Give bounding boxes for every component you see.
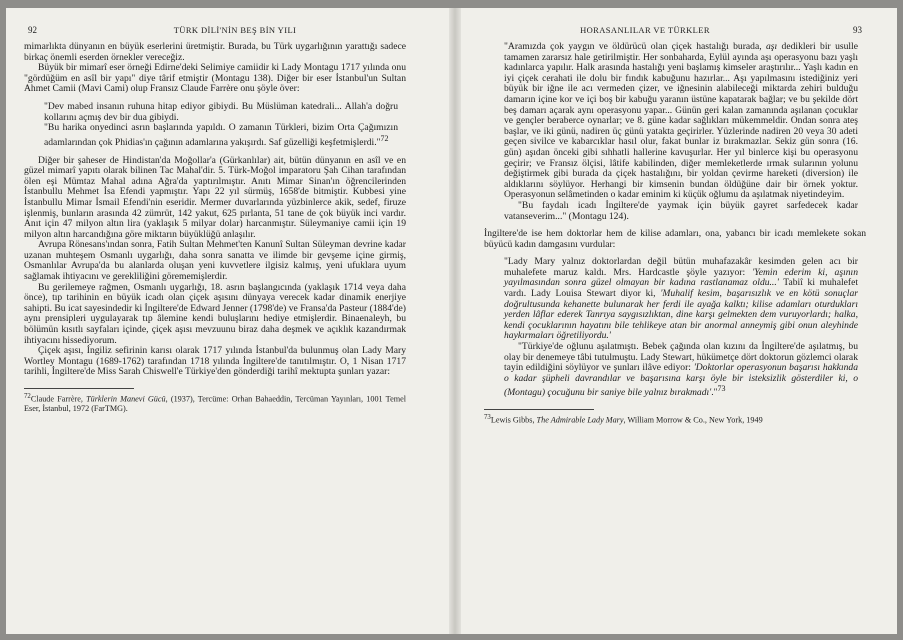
left-paragraph-2: Büyük bir mimarî eser örneği Edirne'deki Selimiye camiidir ki Lady Montagu 1717 yılında onu "gördüğüm en asîl bir yapı" diye târif etmiştir (Montagu 138). Diğer bir eser İstanbul'un Sultan Ahmet Camii (Mavi Cami) olup Fransız Claude Farrère onu şöyle över: [24, 62, 406, 95]
observation-end: ." [711, 387, 718, 399]
stewart-quote: 'Muhalif kesim, başarısızlık ve en kötü sonuçlar doğrultusunda kehanette bulunarak her ferdi ile ayağa kalktı; kilise adamları oturdukları yerden lâflar ederek Tanrıya saygısızlıktan, dine karşı gelmekten dem vuruyorlardı; halka, kendi çocuklarının hayatını bile tehlikeye atan bir anormal anneymiş gibi onun aleyhinde haykırmaları öğretiliyordu.' [504, 288, 858, 342]
left-page [24, 24, 406, 414]
letter-text-b: dedikleri bir usulle tamamen zararsız hale getirilmiştir. Her sonbaharda, Eylül ayında aşı operasyonu bazı yaşlı kadınlarca yapılır. Halk arasında hastalığı yeni başlamış kimseler araştırılır... Yaşlı kadın en iyi çiçek cerahati ile dolu bir fındık kabuğunu hazırlar... Aşı yapılmasını istediğiniz yeri büyük bir iğne ile acı vermeden çizer, ve iğnesinin alabileceği miktarda zehiri bulduğu damarın içine kor ve içi boş bir kabuğu yaranın üstüne kapatarak bağlar; ve bu şekilde dört beş damarı açarak aynı operasyonu yapar... Günün geri kalan zamanında aşılanan çocuklar ve gençler beraberce oynarlar; ve 8. güne kadar sağlıkları mükemmeldir. Ondan sonra ateş başlar, ve iki günü, nadiren üç günü yatakta geçirirler. Yüzlerinde nadiren 20 veya 30 adeti geçen sivilce ve kabarcıklar hasıl olur, fakat bunlar iz bırakmazlar. Sekiz gün sonra (16. gün) aşıdan önceki gibi sıhhatli hallerine kavuşurlar. Her yıl binlerce kişi bu operasyonu geçirir; ve Fransız ölçisi, lâtife kabilinden, diğer memleketlerde ırmak sularının yolunu değiştirmek gibi burada da çiçek hastalığını, bir yoldan çevirme hareketi (diversion) ile aldıklarını söylüyor. Herhangi bir kimsenin bundan öldüğüne dair bir örnek yoktur. Operasyonun selâmetinden o kadar eminim ki küçük oğlumu da aşılatmak niyetindeyim. [504, 41, 858, 201]
right-page-number: 93 [853, 25, 862, 35]
footnote-72-text-a: Claude Farrère, [30, 394, 87, 404]
hardcastle-quote: 'Yemin ederim ki, aşının yayılmasından sonra güzel olmayan bir kadına rastlanamaz oldu...' [504, 266, 858, 289]
footnote-73-title: The Admirable Lady Mary [536, 415, 624, 425]
right-page [484, 24, 866, 426]
footnote-ref-73: 73 [717, 384, 726, 394]
footnote-73-text-b: , William Morrow & Co., New York, 1949 [623, 415, 763, 425]
right-page-header [484, 24, 866, 36]
quote-part-2 [44, 123, 398, 148]
footnote-73-number: 73 [484, 414, 491, 422]
footnote-72 [24, 392, 406, 414]
book-gutter [449, 8, 461, 634]
footnote-72-text-b: , (1937), Tercüme: Orhan Bahaeddin, Tercüman Yayınları, 1001 Temel Eser, İstanbul, 1972 (FarTMG). [24, 394, 407, 414]
letter-text-a: "Aramızda çok yaygın ve öldürücü olan çiçek hastalığı burada, [504, 41, 766, 52]
footnote-rule [24, 388, 134, 389]
footnote-73-text-a: Lewis Gibbs, [490, 415, 537, 425]
letter-italic-asi: aşı [765, 41, 778, 52]
book-spread [6, 8, 897, 634]
left-page-number: 92 [28, 25, 37, 35]
farrere-quote [24, 102, 406, 149]
footnote-73 [484, 413, 866, 425]
right-running-head: HORASANLILAR VE TÜRKLER [580, 25, 710, 35]
left-paragraph-1: mimarlıkta dünyanın en büyük eserlerini üretmiştir. Burada, bu Türk uygarlığının yarattığı sadece birkaç önemli eserden örnekler vereceğiz. [24, 41, 406, 63]
observation-text [504, 342, 858, 399]
quote-part-1: "Dev mabed insanın ruhuna hitap ediyor gibiydi. Bu Müslüman katedrali... Allah'a doğru kollarını açmış dev bir dua gibiydi. [44, 100, 398, 123]
doctors-quote: 'Doktorlar operasyonun başarısı hakkında o kadar şüpheli davrandılar ve başarısına karşı öyle bir isteksizlik gösterdiler ki, o (Montagu) çocuğunu bir saniye bile yalnız bırakmadı' [504, 362, 858, 399]
letter-text [504, 42, 858, 201]
left-page-header [24, 24, 406, 36]
montagu-letter-quote [484, 42, 866, 222]
left-paragraph-3: Diğer bir şaheser de Hindistan'da Moğollar'a (Gürkanlılar) ait, bütün dünyanın en asîl ve en güzel mimarî yapıtı olarak bilinen Tac Mahal'dir. 5. Türk-Moğol imparatoru Şah Cihan tarafından ölen eşi Mümtaz Mahal adına Ağra'da yaptırılmıştır. Anıtı Mimar Sinan'ın öğrencilerinden İstanbullu Mehmet İsa Efendi yapmıştır. Yapı 22 yıl sürmüş, 1658'de bitmiştir. Kubbesi yine İstanbullu Mimar İsmail Efendi'nin eseridir. Mermer duvarlarında yüzbinlerce akik, sedef, firuze işlenmiş, bunların arasında 42 zümrüt, 142 yakut, 625 pırlanta, 51 tane de çok büyük inci vardır. Anıt için 47 milyon altın lira (yaklaşık 5 milyar dolar) harcanmıştır. Süleymaniye camii için 19 milyon altın harcandığına göre miktarın büyüklüğü anlaşılır. [24, 154, 406, 240]
observation-text-a: "Türkiye'de oğlunu aşılatmıştı. Bebek çağında olan kızını da İngiltere'de aşılatmış, bu olay bir denemeye tâbi tutulmuştu. Lady Stewart, hükümetçe dört doktorun gözlemci olarak tayin edildiğini söylüyor ve şunları ilâve ediyor: [504, 341, 858, 374]
footnote-rule-right [484, 409, 594, 410]
left-running-head: TÜRK DİLİ'NİN BEŞ BİN YILI [173, 25, 297, 35]
left-paragraph-4: Avrupa Rönesans'ından sonra, Fatih Sultan Mehmet'ten Kanunî Sultan Süleyman devrine kadar uzanan muhteşem Osmanlı uygarlığı, daha sonra sanatta ve ilimde bir gevşeme içine girmiş, Osmanlılar Avrupa'da bu alanlarda oluşan yeni kuvvetlere ilgisiz kalmış, yeni ufuklara uyum sağlamak ihtiyacını ve gerekliliğini görememişlerdir. [24, 239, 406, 283]
opposition-text-a: "Lady Mary yalnız doktorlardan değil bütün muhafazakâr kesimden gelen acı bir muhalefete maruz kaldı. Mrs. Hardcastle şöyle yazıyor: [504, 256, 858, 278]
left-paragraph-5: Bu gerilemeye rağmen, Osmanlı uygarlığı, 18. asrın başlangıcında (yaklaşık 1714 veya daha önce), tıp tarihinin en büyük icadı olan çiçek aşısını dünyaya verecek kadar dinamik enerjiye sahipti. Bu icat sayesindedir ki İngiltere'de Edward Jenner (1798'de) ve Fransa'da Pasteur (1884'de) aynı prensipleri uygulayarak tıp âlemine kendi buluşlarını hediye etmişlerdir. Binaenaleyh, bu bölümün kısıtlı sayfaları içinde, çiçek aşısı mevzuunu biraz daha deşmek ve açıklık kazandırmak ihtiyacını hissediyorum. [24, 281, 406, 346]
footnote-72-number: 72 [24, 393, 31, 400]
letter-closing: "Bu faydalı icadı İngiltere'de yaymak için büyük gayret sarfedecek kadar vatanseverim..." (Montagu 124). [504, 199, 858, 222]
opposition-quote [484, 257, 866, 399]
right-paragraph-1: İngiltere'de ise hem doktorlar hem de kilise adamları, ona, yabancı bir icadı memlekete sokan büyücü kadın damgasını vurdular: [484, 228, 866, 250]
footnote-ref-72: 72 [380, 133, 389, 143]
opposition-text-b: Tabiî ki muhalefet vardı. Lady Louisa Stewart diyor ki, [504, 277, 859, 300]
opposition-text [504, 257, 858, 342]
quote-part-2-text: "Bu harika onyedinci asrın başlarında yapıldı. O zamanın Türkleri, bizim Orta Çağımızın adamlarından çok Phidias'ın çağının adamlarına yakışırdı. Saf güzelliği keşfetmişlerdi." [44, 122, 398, 148]
footnote-72-title: Türklerin Manevi Gücü [86, 394, 166, 404]
left-paragraph-6: Çiçek aşısı, İngiliz sefirinin karısı olarak 1717 yılında İstanbul'da bulunmuş olan Lady Mary Wortley Montagu (1689-1762) tarafından 1718 yılında İngiltere'de tanıtılmıştır. O, 1 Nisan 1717 tarihli, İngiltere'de Miss Sarah Chiswell'e Türkiye'den gönderdiği tarihî mektupta şunları yazar: [24, 345, 406, 378]
